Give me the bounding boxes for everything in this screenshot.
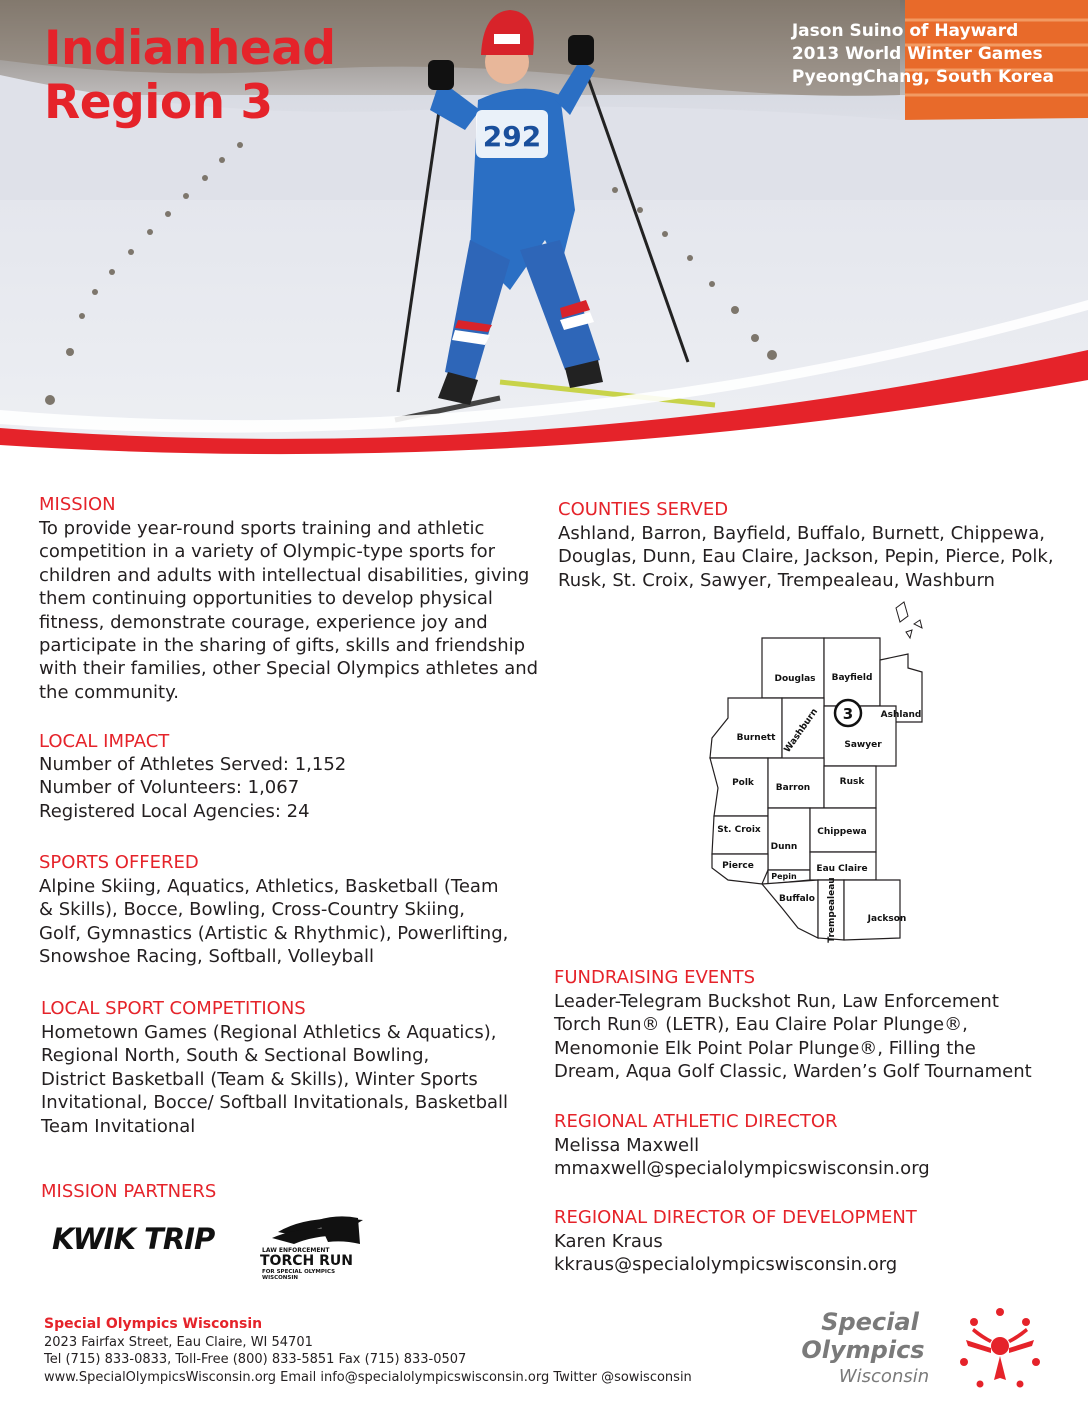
athletic-director-heading: REGIONAL ATHLETIC DIRECTOR: [554, 1111, 838, 1132]
map-label-rusk: Rusk: [839, 777, 865, 787]
bib-number: 292: [482, 120, 542, 153]
map-label-bayfield: Bayfield: [831, 673, 873, 683]
hero-banner: [0, 0, 1088, 470]
svg-text:3: 3: [842, 705, 854, 723]
map-label-jackson: Jackson: [867, 914, 907, 924]
kwik-trip-logo: KWIK TRIP: [52, 1222, 215, 1256]
torch-run-logo: [258, 1214, 368, 1286]
county-buffalo: [762, 880, 818, 938]
local-impact-heading: LOCAL IMPACT: [39, 731, 170, 752]
svg-text:LAW ENFORCEMENT: LAW ENFORCEMENT: [262, 1247, 330, 1254]
fundraising-text: Leader-Telegram Buckshot Run, Law Enforcement Torch Run® (LETR), Eau Claire Polar Plunge®, Menomonie Elk Point Polar Plunge®, Filling the Dream, Aqua Golf Classic, Warden’s Golf Tournament: [554, 991, 1032, 1083]
photo-caption: [792, 20, 1054, 89]
athletic-director-contact: [554, 1134, 930, 1181]
fundraising-heading: FUNDRAISING EVENTS: [554, 967, 756, 988]
mission-text: To provide year-round sports training and athletic competition in a variety of Olympic-type sports for children and adults with intellectual disabilities, giving them continuing opportunities to develop physical fitness, demonstrate courage, experience joy and participate in the sharing of gifts, skills and friendship with their families, other Special Olympics athletes and the community.: [39, 518, 539, 703]
local-impact-text: Number of Athletes Served: 1,152 Number of Volunteers: 1,067 Registered Local Agencies: 24: [39, 754, 347, 822]
map-label-st-croix: St. Croix: [717, 825, 761, 835]
development-director-email[interactable]: kkraus@specialolympicswisconsin.org: [554, 1254, 898, 1276]
map-label-pierce: Pierce: [722, 861, 754, 871]
local-competitions-text: Hometown Games (Regional Athletics & Aquatics), Regional North, South & Sectional Bowling, District Basketball (Team & Skills), Winter Sports Invitational, Bocce/ Softball Invitationals, Basketball Team Invitational: [41, 1022, 509, 1137]
svg-text:WISCONSIN: WISCONSIN: [262, 1275, 298, 1281]
sports-offered-heading: SPORTS OFFERED: [39, 852, 199, 873]
footer-web[interactable]: www.SpecialOlympicsWisconsin.org Email info@specialolympicswisconsin.org Twitter @sowisconsin: [44, 1369, 692, 1385]
county-dunn: [768, 808, 810, 870]
counties-heading: COUNTIES SERVED: [558, 499, 729, 520]
map-label-polk: Polk: [732, 778, 754, 788]
svg-text:TORCH RUN: TORCH RUN: [260, 1253, 353, 1269]
sports-offered-text: Alpine Skiing, Aquatics, Athletics, Basketball (Team & Skills), Bocce, Bowling, Cross-Country Skiing, Golf, Gymnastics (Artistic & Rhythmic), Powerlifting, Snowshoe Racing, Softball, Volleyball: [39, 876, 509, 968]
region-title-line1: Indianhead: [44, 21, 336, 76]
map-label-trempealeau: Trempealeau: [827, 877, 837, 943]
region-title-line2: Region 3: [44, 75, 273, 130]
athletic-director-name: Melissa Maxwell: [554, 1135, 700, 1156]
county-st-croix: [712, 816, 768, 854]
mission-partners-heading: MISSION PARTNERS: [41, 1181, 217, 1202]
region-county-map: [700, 598, 942, 953]
region-title: [44, 22, 336, 130]
development-director-heading: REGIONAL DIRECTOR OF DEVELOPMENT: [554, 1207, 917, 1228]
county-burnett: [710, 698, 782, 758]
map-label-eau-claire: Eau Claire: [816, 864, 868, 874]
special-olympics-emblem-icon: [960, 1308, 1040, 1388]
footer-org: Special Olympics Wisconsin: [44, 1316, 263, 1332]
svg-text:FOR SPECIAL OLYMPICS: FOR SPECIAL OLYMPICS: [262, 1269, 336, 1275]
county-douglas: [762, 638, 824, 698]
map-label-pepin: Pepin: [771, 872, 797, 881]
map-label-sawyer: Sawyer: [844, 740, 882, 750]
county-rusk: [824, 766, 876, 808]
map-label-dunn: Dunn: [770, 842, 798, 852]
local-competitions-heading: LOCAL SPORT COMPETITIONS: [41, 998, 306, 1019]
development-director-contact: [554, 1230, 897, 1277]
footer-address: 2023 Fairfax Street, Eau Claire, WI 54701: [44, 1334, 313, 1350]
development-director-name: Karen Kraus: [554, 1231, 663, 1252]
footer: [44, 1316, 692, 1386]
map-label-douglas: Douglas: [774, 674, 816, 684]
map-label-barron: Barron: [775, 783, 811, 793]
map-label-buffalo: Buffalo: [779, 894, 815, 904]
special-olympics-logo: [788, 1300, 1058, 1392]
caption-event: 2013 World Winter Games: [791, 44, 1043, 64]
county-bayfield: [824, 638, 880, 706]
caption-athlete: Jason Suino of Hayward: [791, 21, 1019, 41]
county-jackson: [844, 880, 900, 940]
footer-phones: Tel (715) 833-0833, Toll-Free (800) 833-5851 Fax (715) 833-0507: [44, 1352, 467, 1367]
map-label-washburn: Washburn: [782, 707, 821, 755]
svg-text:Olympics: Olympics: [801, 1336, 925, 1364]
counties-text: Ashland, Barron, Bayfield, Buffalo, Burnett, Chippewa, Douglas, Dunn, Eau Claire, Jackson, Pepin, Pierce, Polk, Rusk, St. Croix, Sawyer, Trempealeau, Washburn: [558, 523, 1054, 591]
map-label-chippewa: Chippewa: [817, 827, 867, 837]
caption-location: PyeongChang, South Korea: [791, 67, 1054, 87]
athletic-director-email[interactable]: mmaxwell@specialolympicswisconsin.org: [554, 1158, 930, 1180]
map-label-burnett: Burnett: [736, 733, 776, 743]
mission-heading: MISSION: [39, 494, 116, 515]
map-label-ashland: Ashland: [880, 710, 922, 720]
svg-text:Special: Special: [821, 1308, 919, 1336]
svg-text:Wisconsin: Wisconsin: [838, 1366, 930, 1387]
